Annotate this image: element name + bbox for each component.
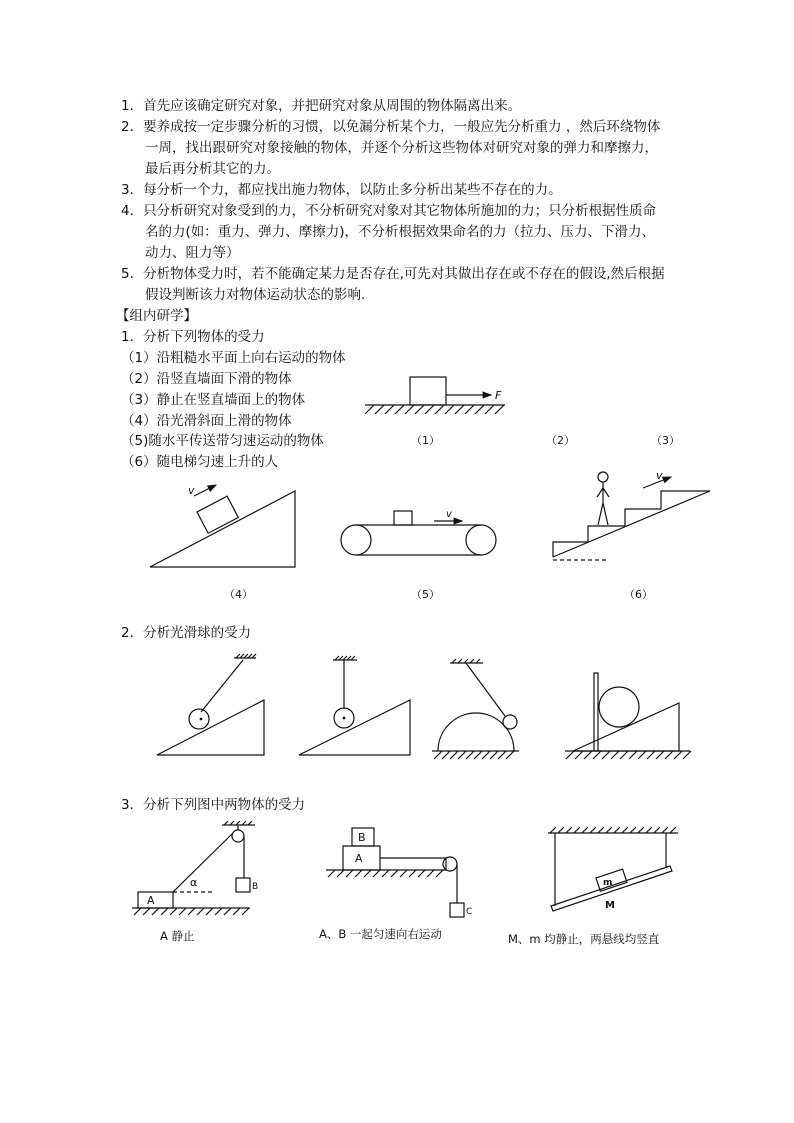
svg-text:A: A: [355, 852, 363, 865]
svg-text:A: A: [147, 894, 155, 907]
svg-text:M: M: [605, 900, 615, 911]
block-c: [450, 903, 464, 917]
left-roller: [341, 525, 371, 555]
q1-item-3: （3）静止在竖直墙面上的物体: [121, 392, 306, 408]
principle-3: 3．每分析一个力，都应找出施力物体，以防止多分析出某些不存在的力。: [121, 182, 562, 198]
principle-4-line-1: 4．只分析研究对象受到的力，不分析研究对象对其它物体所施加的力；只分析根据性质命: [121, 203, 657, 219]
svg-text:B: B: [358, 831, 366, 844]
fig-label-5: （5）: [411, 588, 440, 601]
velocity-label: v: [446, 509, 452, 520]
q3-title: 3．分析下列图中两物体的受力: [121, 797, 306, 813]
fig-label-4: （4）: [224, 588, 253, 601]
principle-2-line-3: 最后再分析其它的力。: [145, 161, 280, 177]
svg-text:C: C: [466, 907, 473, 917]
ground-hatch: [365, 405, 504, 414]
q3-caption-2: A、B 一起匀速向右运动: [319, 927, 442, 941]
rope: [201, 660, 243, 712]
q3-caption-1: A 静止: [160, 929, 195, 943]
fig-label-3: （3）: [651, 434, 680, 447]
block: [394, 511, 412, 525]
q2-figure-d: [565, 673, 691, 759]
block: [197, 496, 238, 533]
force-label: F: [495, 389, 502, 402]
rope: [173, 833, 233, 892]
block: [410, 377, 446, 405]
principle-5-line-2: 假设判断该力对物体运动状态的影响.: [145, 287, 366, 303]
q3-figure-2: [326, 828, 472, 917]
block-a: [138, 892, 173, 908]
principle-2-line-1: 2．要养成按一定步骤分析的习惯，以免漏分析某个力，一般应先分析重力 ，然后环绕物体: [121, 119, 661, 135]
velocity-label: v: [656, 469, 663, 482]
person-icon: [597, 472, 609, 525]
figure-4-incline-block: [150, 484, 295, 567]
velocity-label: v: [188, 484, 195, 497]
q1-item-2: （2）沿竖直墙面下滑的物体: [121, 371, 292, 387]
q1-title: 1．分析下列物体的受力: [121, 329, 265, 345]
q2-figure-a: [157, 654, 264, 755]
figure-5-conveyor: [341, 509, 496, 555]
right-roller: [466, 525, 496, 555]
section-heading: 【组内研学】: [116, 308, 197, 324]
velocity-arrow: [194, 485, 216, 496]
q3-figure-1: [132, 821, 258, 915]
ball: [599, 687, 639, 727]
q1-item-5: （5)随水平传送带匀速运动的物体: [121, 433, 324, 449]
wall: [594, 673, 598, 751]
svg-text:B: B: [252, 882, 259, 892]
q3-figure-3: [548, 827, 678, 911]
q2-figure-c: [432, 659, 519, 759]
ball: [189, 709, 209, 729]
q1-item-1: （1）沿粗糙水平面上向右运动的物体: [121, 350, 346, 366]
pulley: [443, 857, 457, 871]
figure-6-escalator: [553, 469, 710, 560]
figure-1-block-on-ground: [365, 377, 505, 414]
q2-figure-b: [299, 656, 410, 755]
svg-text:m: m: [603, 878, 613, 888]
q2-title: 2．分析光滑球的受力: [121, 625, 252, 641]
q3-caption-3: M、m 均静止，两悬线均竖直: [508, 932, 660, 946]
principle-2-line-2: 一周，找出跟研究对象接触的物体，并逐个分析这些物体对研究对象的弹力和摩擦力，: [145, 140, 658, 156]
rope: [466, 663, 505, 716]
fig-label-2: （2）: [546, 434, 575, 447]
principle-5-line-1: 5．分析物体受力时，若不能确定某力是否存在,可先对其做出存在或不存在的假设,然后根据: [121, 266, 665, 282]
hemisphere: [438, 713, 514, 751]
fig-label-1: （1）: [411, 434, 440, 447]
q1-item-4: （4）沿光滑斜面上滑的物体: [121, 413, 292, 429]
principle-4-line-3: 动力、阻力等）: [145, 245, 240, 261]
svg-text:α: α: [190, 876, 198, 889]
principle-1: 1．首先应该确定研究对象，并把研究对象从周围的物体隔离出来。: [121, 98, 522, 114]
principle-4-line-2: 名的力(如：重力、弹力、摩擦力)，不分析根据效果命名的力（拉力、压力、下滑力、: [145, 224, 656, 240]
fig-label-6: （6）: [624, 588, 653, 601]
block-b: [236, 878, 250, 892]
pulley: [232, 830, 244, 842]
q1-item-6: （6）随电梯匀速上升的人: [121, 454, 279, 470]
